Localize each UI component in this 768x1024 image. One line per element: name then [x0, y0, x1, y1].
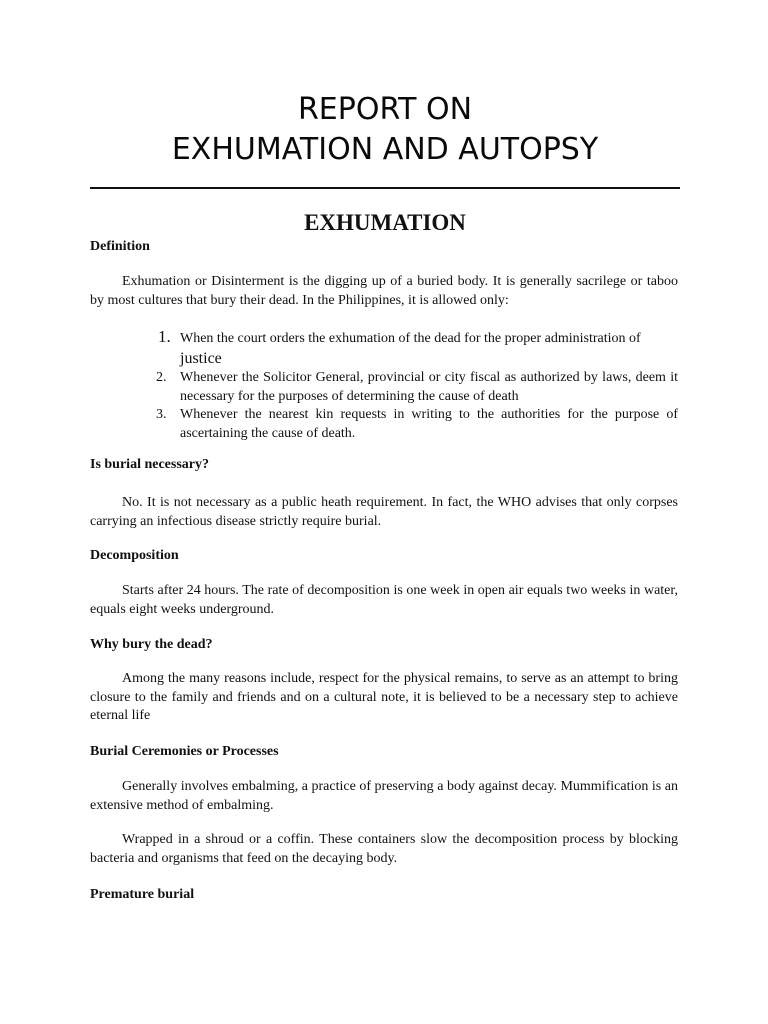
- section-heading: EXHUMATION: [304, 210, 466, 235]
- definition-paragraph: Exhumation or Disinterment is the digging up of a buried body. It is generally sacrilege or taboo by most cultures that bury their dead. In the Philippines, it is allowed only:: [90, 274, 678, 308]
- list-item-number: 3.: [156, 407, 167, 422]
- definition-heading: Definition: [90, 239, 150, 254]
- list-item-number: 2.: [156, 370, 167, 385]
- ceremonies-paragraph-1: Generally involves embalming, a practice of preserving a body against decay. Mummification is an extensive method of embalming.: [90, 779, 678, 813]
- burial-necessary-heading: Is burial necessary?: [90, 457, 209, 472]
- list-item-text: Whenever the nearest kin requests in writing to the authorities for the purpose of ascertaining the cause of death.: [180, 407, 678, 441]
- ceremonies-heading: Burial Ceremonies or Processes: [90, 744, 279, 759]
- burial-necessary-paragraph: No. It is not necessary as a public heath requirement. In fact, the WHO advises that only corpses carrying an infectious disease strictly require burial.: [90, 495, 678, 529]
- premature-burial-heading: Premature burial: [90, 887, 195, 902]
- list-item: [150, 327, 678, 369]
- list-item-text-tail: justice: [180, 349, 222, 367]
- list-item-text: Whenever the Solicitor General, provincial or city fiscal as authorized by laws, deem it necessary for the purposes of determining the cause of death: [180, 370, 678, 404]
- why-bury-paragraph: Among the many reasons include, respect for the physical remains, to serve as an attempt to bring closure to the family and friends and on a cultural note, it is believed to be a necessary step to achieve eternal life: [90, 671, 678, 723]
- exhumation-conditions-list: [150, 327, 678, 443]
- report-title-line1: REPORT ON: [297, 92, 473, 127]
- list-item: [150, 369, 678, 406]
- title-divider: [90, 187, 680, 189]
- list-item-number: 1.: [158, 327, 171, 346]
- list-item: [150, 406, 678, 443]
- list-item-text: When the court orders the exhumation of the dead for the proper administration of: [180, 331, 641, 346]
- decomposition-heading: Decomposition: [90, 548, 179, 563]
- report-title-line2: EXHUMATION AND AUTOPSY: [171, 132, 599, 167]
- ceremonies-paragraph-2: Wrapped in a shroud or a coffin. These containers slow the decomposition process by blocking bacteria and organisms that feed on the decaying body.: [90, 832, 678, 866]
- why-bury-heading: Why bury the dead?: [90, 637, 213, 652]
- decomposition-paragraph: Starts after 24 hours. The rate of decomposition is one week in open air equals two weeks in water, equals eight weeks underground.: [90, 583, 678, 617]
